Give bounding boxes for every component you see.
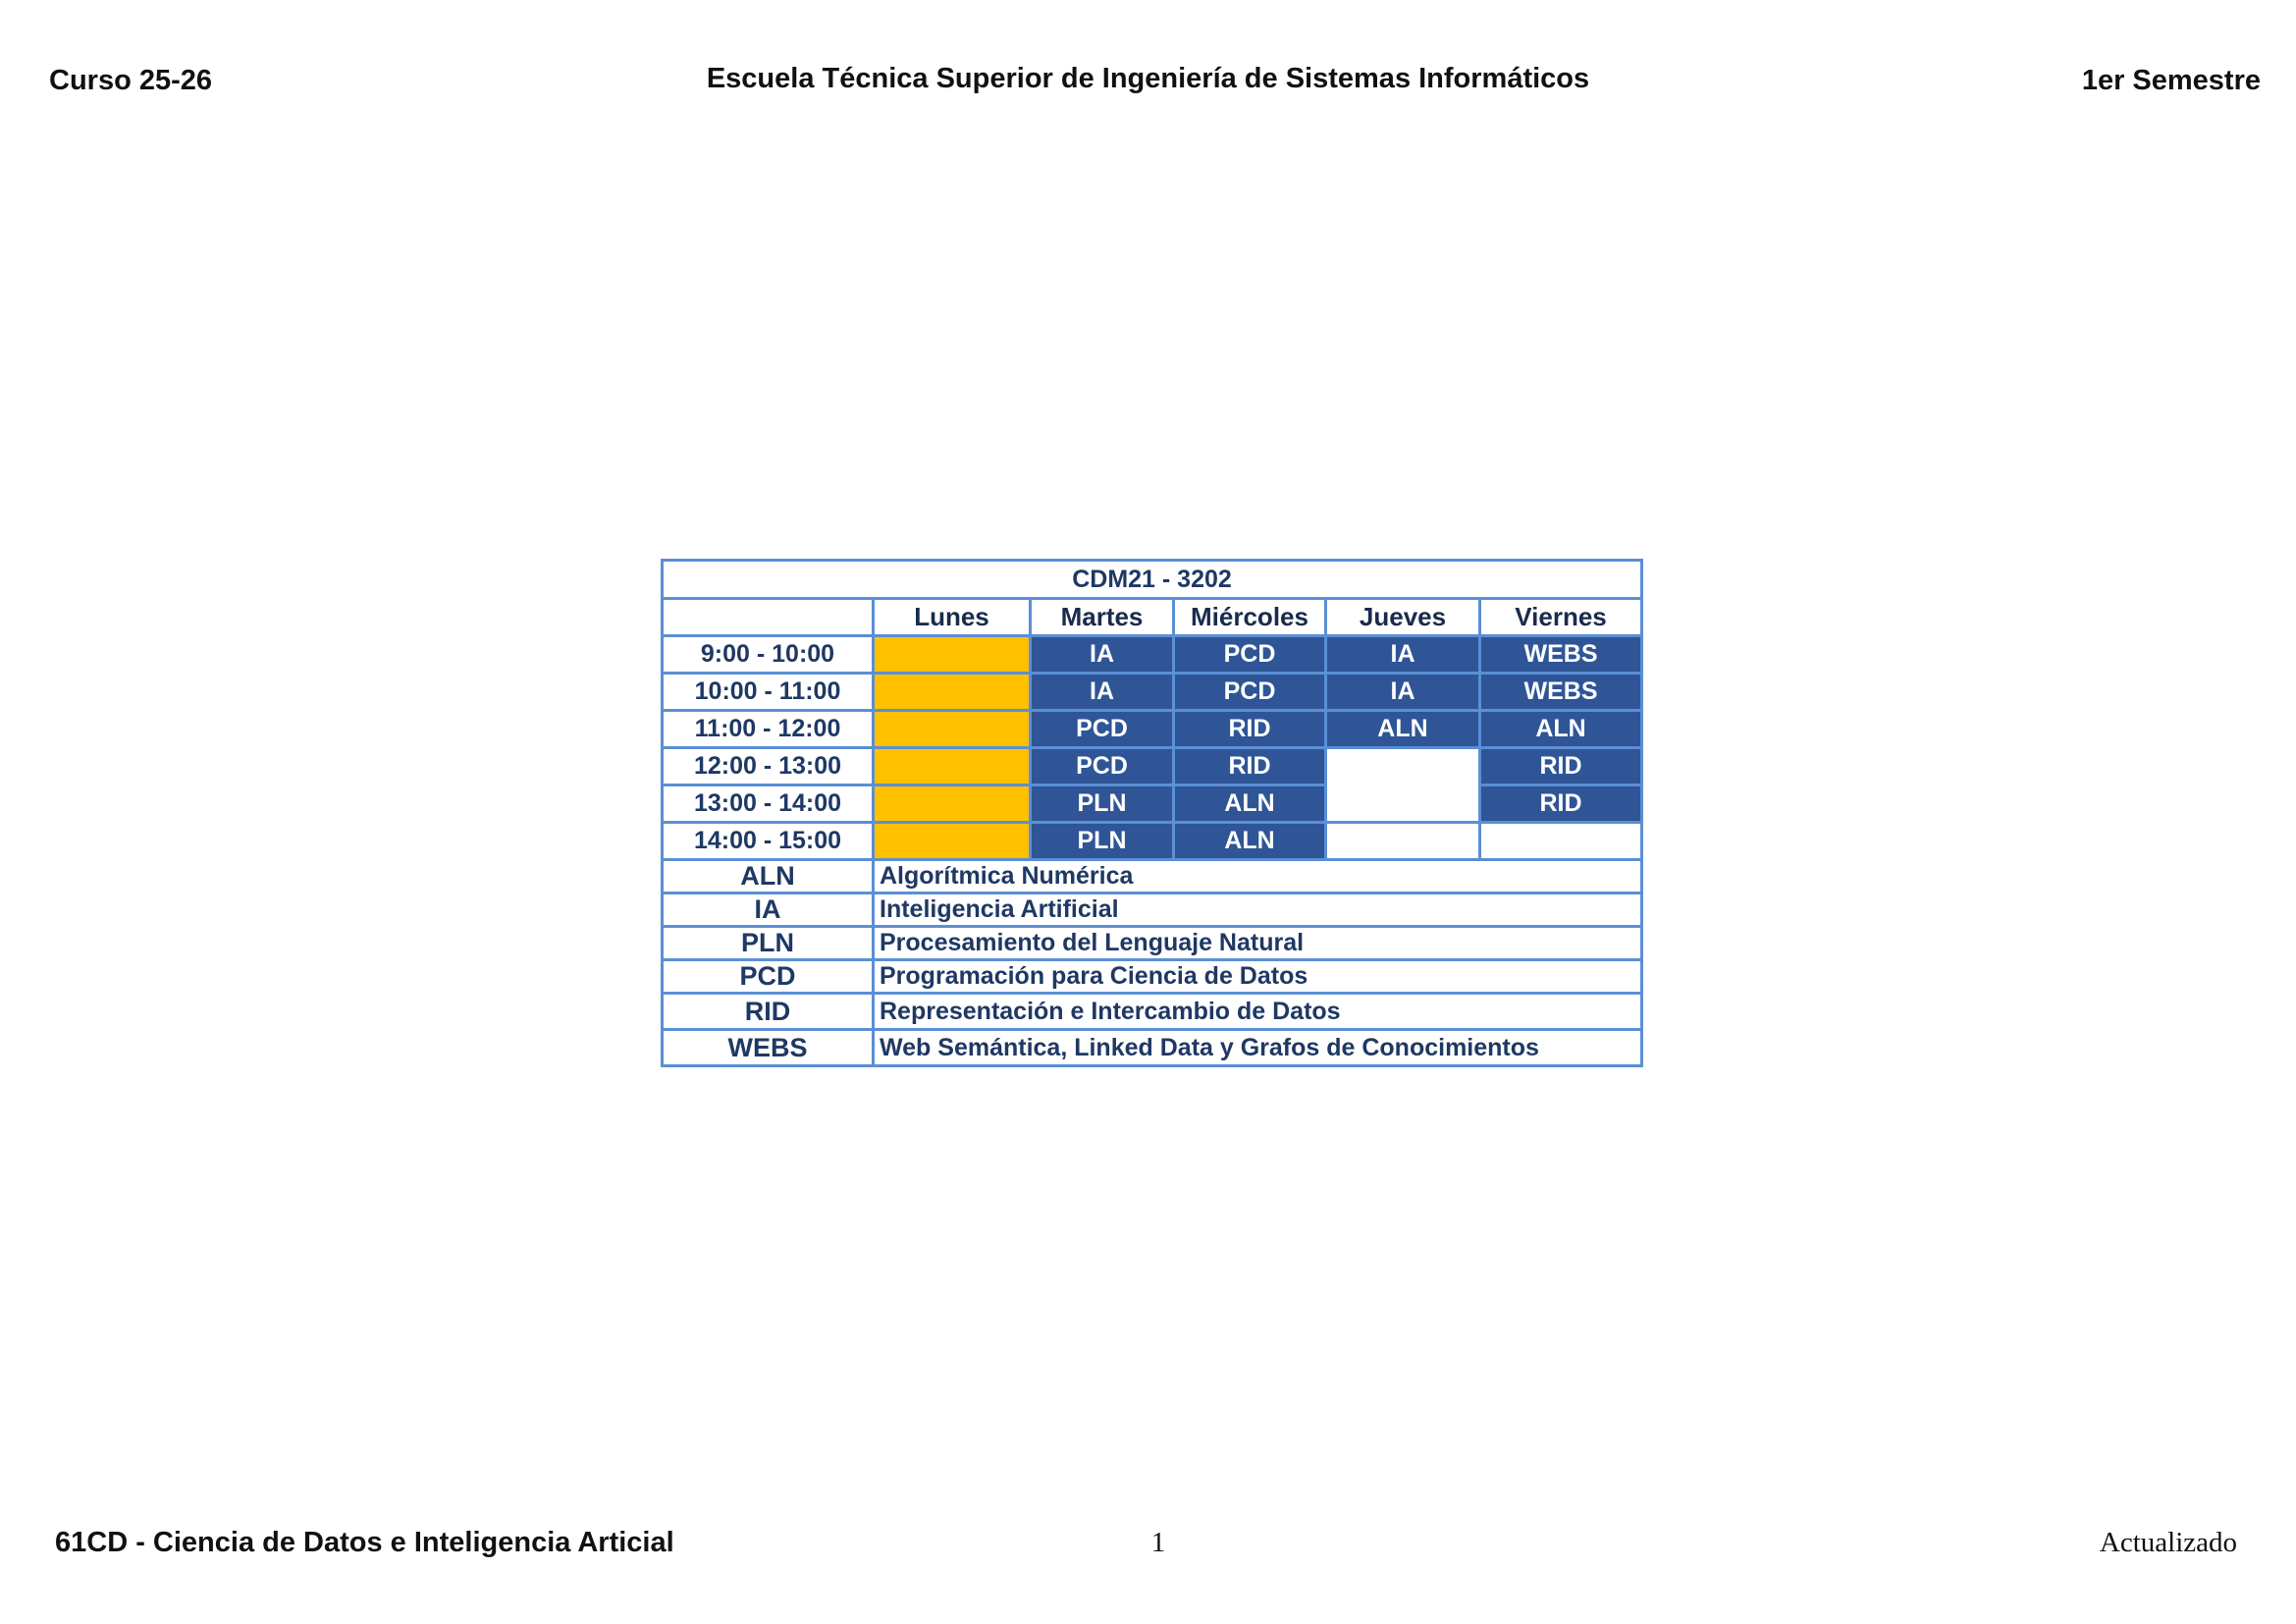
class-cell: ALN [1174, 785, 1326, 823]
legend-row [663, 893, 1642, 927]
class-cell: ALN [1480, 711, 1642, 748]
legend-row [663, 994, 1642, 1030]
legend-row [663, 960, 1642, 994]
day-header-row [663, 599, 1642, 636]
class-cell: ALN [1174, 823, 1326, 860]
legend-abbr: WEBS [663, 1030, 874, 1066]
day-miercoles: Miércoles [1174, 599, 1326, 636]
time-slot-label: 9:00 - 10:00 [663, 636, 874, 674]
class-cell: IA [1326, 674, 1480, 711]
lunes-cell [874, 785, 1031, 823]
schedule-title-row [663, 561, 1642, 599]
time-slot-label: 12:00 - 13:00 [663, 748, 874, 785]
time-slot-row [663, 711, 1642, 748]
lunes-cell [874, 636, 1031, 674]
class-cell: PCD [1031, 748, 1174, 785]
lunes-cell [874, 823, 1031, 860]
semester-label: 1er Semestre [2081, 65, 2261, 96]
page-number: 1 [1150, 1527, 1166, 1558]
class-cell: IA [1326, 636, 1480, 674]
class-cell: WEBS [1480, 674, 1642, 711]
class-cell: RID [1174, 748, 1326, 785]
lunes-cell [874, 711, 1031, 748]
class-cell: ALN [1326, 711, 1480, 748]
time-slot-label: 14:00 - 15:00 [663, 823, 874, 860]
time-slot-row [663, 674, 1642, 711]
lunes-cell [874, 748, 1031, 785]
legend-abbr: RID [663, 994, 874, 1030]
class-cell: PLN [1031, 823, 1174, 860]
degree-name: 61CD - Ciencia de Datos e Inteligencia Articial [55, 1527, 674, 1558]
legend-name: Procesamiento del Lenguaje Natural [874, 927, 1642, 960]
class-cell: IA [1031, 636, 1174, 674]
course-year: Curso 25-26 [49, 65, 213, 96]
legend-abbr: ALN [663, 860, 874, 893]
class-cell: WEBS [1480, 636, 1642, 674]
class-cell: IA [1031, 674, 1174, 711]
empty-cell [1480, 823, 1642, 860]
day-viernes: Viernes [1480, 599, 1642, 636]
legend-name: Representación e Intercambio de Datos [874, 994, 1642, 1030]
class-cell: PCD [1174, 674, 1326, 711]
class-cell: RID [1480, 785, 1642, 823]
legend-abbr: PLN [663, 927, 874, 960]
time-slot-label: 13:00 - 14:00 [663, 785, 874, 823]
group-title: CDM21 - 3202 [663, 561, 1642, 599]
time-slot-row [663, 636, 1642, 674]
legend-abbr: IA [663, 893, 874, 927]
time-slot-row [663, 823, 1642, 860]
lunes-cell [874, 674, 1031, 711]
class-cell: PCD [1174, 636, 1326, 674]
legend-abbr: PCD [663, 960, 874, 994]
time-slot-label: 11:00 - 12:00 [663, 711, 874, 748]
empty-cell [1326, 748, 1480, 823]
class-cell: RID [1174, 711, 1326, 748]
time-slot-label: 10:00 - 11:00 [663, 674, 874, 711]
schedule-table [661, 559, 1643, 1067]
legend-row [663, 927, 1642, 960]
time-slot-row [663, 748, 1642, 785]
empty-cell [1326, 823, 1480, 860]
legend-name: Programación para Ciencia de Datos [874, 960, 1642, 994]
class-cell: RID [1480, 748, 1642, 785]
day-jueves: Jueves [1326, 599, 1480, 636]
legend-row [663, 860, 1642, 893]
legend-name: Algorítmica Numérica [874, 860, 1642, 893]
legend-row [663, 1030, 1642, 1066]
day-lunes: Lunes [874, 599, 1031, 636]
school-title: Escuela Técnica Superior de Ingeniería de Sistemas Informáticos [706, 63, 1590, 94]
legend-name: Web Semántica, Linked Data y Grafos de Conocimientos [874, 1030, 1642, 1066]
time-slot-row [663, 785, 1642, 823]
updated-label: Actualizado [2099, 1527, 2237, 1558]
day-martes: Martes [1031, 599, 1174, 636]
class-cell: PCD [1031, 711, 1174, 748]
corner-cell [663, 599, 874, 636]
legend-name: Inteligencia Artificial [874, 893, 1642, 927]
class-cell: PLN [1031, 785, 1174, 823]
